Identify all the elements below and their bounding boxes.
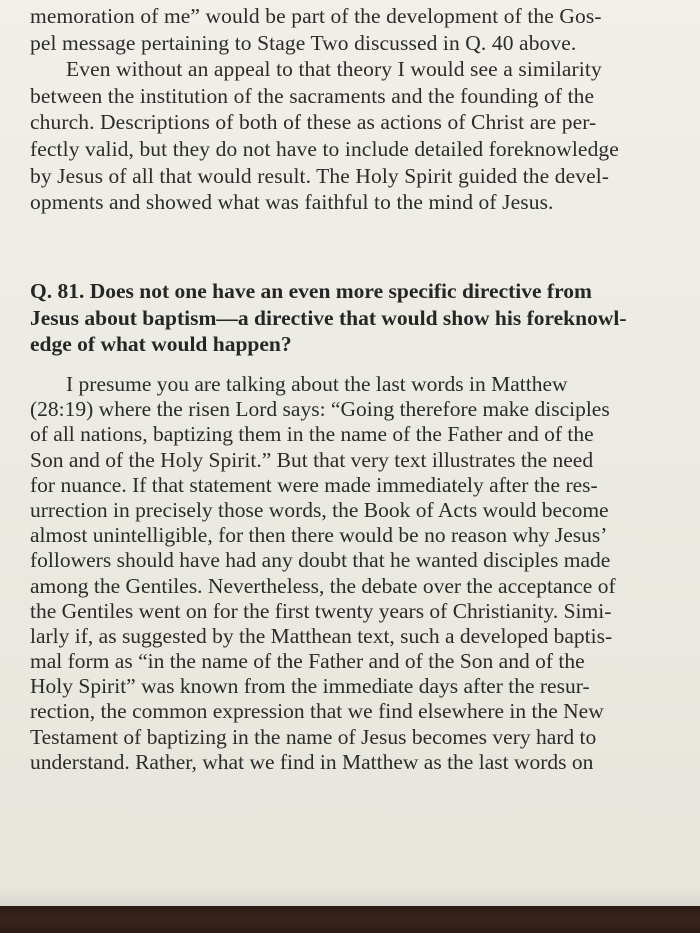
answer-line: larly if, as suggested by the Matthean text, such a developed baptis- xyxy=(30,623,613,648)
answer-line: rection, the common expression that we find elsewhere in the New xyxy=(30,699,604,724)
answer-line: followers should have had any doubt that he wanted disciples made xyxy=(30,548,611,573)
intro-line: opments and showed what was faithful to the mind of Jesus. xyxy=(30,190,554,215)
intro-line: by Jesus of all that would result. The Holy Spirit guided the devel- xyxy=(30,163,610,188)
answer-paragraph xyxy=(30,372,660,775)
answer-line: of all nations, baptizing them in the name of the Father and of the xyxy=(30,422,594,447)
intro-line: memoration of me” would be part of the development of the Gos- xyxy=(30,4,602,28)
page-bottom-shadow xyxy=(0,886,700,906)
question-line: Jesus about baptism—a directive that would show his foreknowl- xyxy=(30,305,627,330)
question-line: Q. 81. Does not one have an even more specific directive from xyxy=(30,279,592,303)
intro-line: between the institution of the sacraments and the founding of the xyxy=(30,83,595,108)
answer-line: Testament of baptizing in the name of Jesus becomes very hard to xyxy=(30,724,597,749)
intro-line: pel message pertaining to Stage Two discussed in Q. 40 above. xyxy=(30,30,577,55)
question-line: edge of what would happen? xyxy=(30,332,292,357)
intro-line: Even without an appeal to that theory I would see a similarity xyxy=(66,57,602,82)
answer-line: for nuance. If that statement were made immediately after the res- xyxy=(30,472,598,497)
answer-line: the Gentiles went on for the first twenty years of Christianity. Simi- xyxy=(30,598,612,623)
answer-line: among the Gentiles. Nevertheless, the debate over the acceptance of xyxy=(30,573,616,598)
answer-line: almost unintelligible, for then there would be no reason why Jesus’ xyxy=(30,523,608,548)
intro-line: fectly valid, but they do not have to include detailed foreknowledge xyxy=(30,136,619,161)
table-surface xyxy=(0,906,700,933)
answer-line: I presume you are talking about the last words in Matthew xyxy=(66,372,568,396)
intro-line: church. Descriptions of both of these as actions of Christ are per- xyxy=(30,110,597,135)
intro-paragraph xyxy=(30,3,654,216)
answer-line: Son and of the Holy Spirit.” But that very text illustrates the need xyxy=(30,447,594,472)
answer-line: mal form as “in the name of the Father and of the Son and of the xyxy=(30,649,585,674)
answer-line: (28:19) where the risen Lord says: “Going therefore make disciples xyxy=(30,397,610,422)
question-heading xyxy=(30,278,654,358)
answer-line: understand. Rather, what we find in Matthew as the last words on xyxy=(30,749,594,774)
answer-line: urrection in precisely those words, the Book of Acts would become xyxy=(30,497,609,522)
answer-line: Holy Spirit” was known from the immediate days after the resur- xyxy=(30,674,590,699)
